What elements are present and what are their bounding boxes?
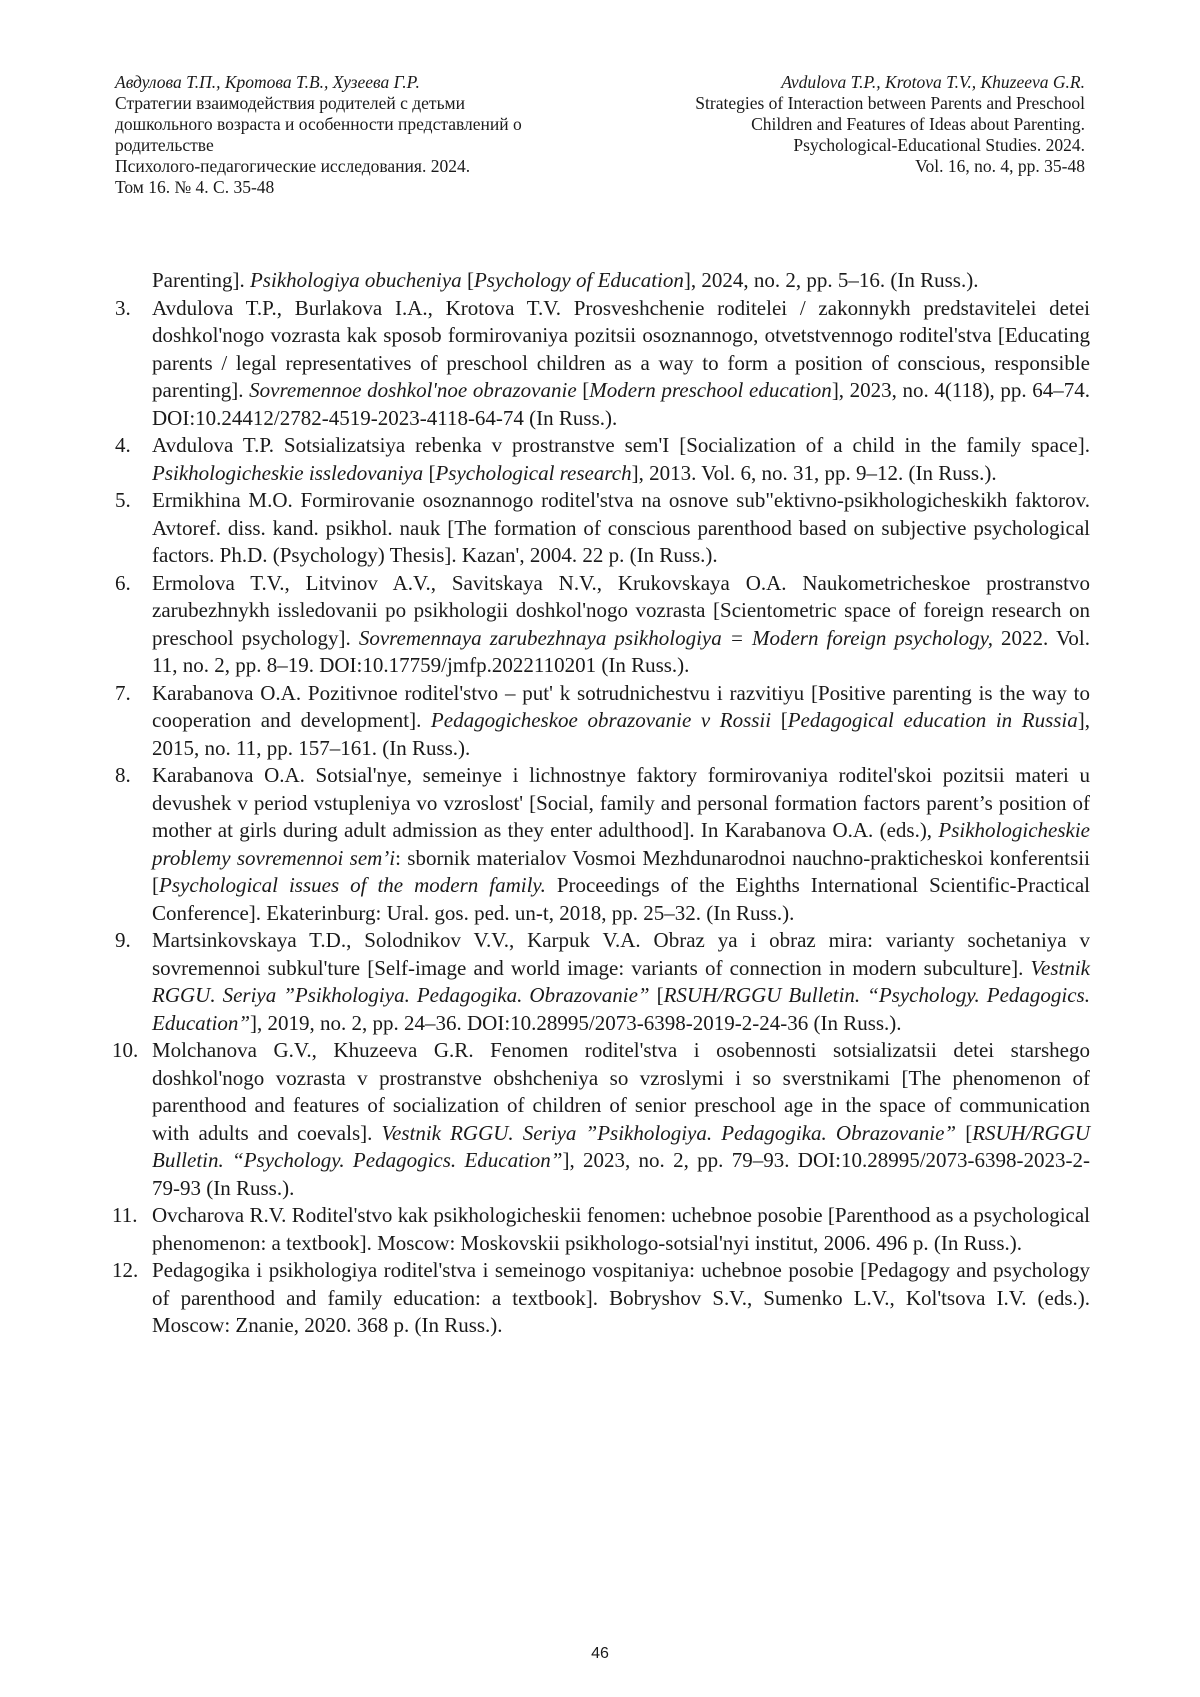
- reference-italic-segment: Sovremennoe doshkol'noe obrazovanie: [249, 378, 577, 402]
- header-authors-ru: Авдулова Т.П., Кротова Т.В., Хузеева Г.Р.: [115, 72, 420, 92]
- reference-number: 4.: [115, 433, 131, 457]
- reference-segment: Avdulova T.P. Sotsializatsiya rebenka v prostranstve sem'I [Socialization of a child in the family space].: [152, 433, 1090, 457]
- reference-item: [115, 432, 1090, 487]
- reference-text: [152, 296, 1090, 430]
- reference-segment: ], 2023, no. 2, pp. 79–93. DOI:10.28995/2073-6398-2023-2-79-93 (In Russ.).: [152, 1148, 1090, 1200]
- reference-item: [115, 487, 1090, 570]
- reference-italic-segment: Psikhologicheskie problemy sovremennoi sem’i: [152, 818, 1090, 870]
- reference-item: [115, 762, 1090, 927]
- reference-segment: ], 2023, no. 4(118), pp. 64–74. DOI:10.24412/2782-4519-2023-4118-64-74 (In Russ.).: [152, 378, 1091, 430]
- reference-number: 9.: [115, 928, 131, 952]
- reference-segment: [: [461, 268, 474, 292]
- header-volume-ru: Том 16. № 4. С. 35-48: [115, 177, 275, 197]
- reference-text: [152, 763, 1090, 925]
- header-authors-en: Avdulova T.P., Krotova T.V., Khuzeeva G.R.: [781, 72, 1085, 92]
- reference-number: 3.: [115, 295, 131, 320]
- header-volume-en: Vol. 16, no. 4, pp. 35-48: [915, 156, 1085, 176]
- reference-italic-segment: Vestnik RGGU. Seriya ”Psikhologiya. Pedagogika. Obrazovanie”: [152, 955, 1090, 1007]
- reference-item: [112, 1037, 1091, 1202]
- reference-segment: ], 2015, no. 11, pp. 157–161. (In Russ.).: [152, 708, 1091, 760]
- header-title-ru-line-3: родительстве: [115, 135, 214, 155]
- reference-text: [152, 268, 978, 292]
- reference-text: [152, 488, 1090, 567]
- reference-text: [152, 681, 1090, 760]
- reference-segment: Karabanova O.A. Pozitivnoe roditel'stvo – put' k sotrudnichestvu i razvitiyu [Positive parenting is the way to cooperation and development].: [152, 680, 1090, 732]
- reference-segment: Ermolova T.V., Litvinov A.V., Savitskaya N.V., Krukovskaya O.A. Naukometricheskoe prostranstvo zarubezhnykh issledovanii po psikhologii doshkol'nogo vozrasta [Scientometric space of foreign research on preschool psychology].: [152, 570, 1090, 650]
- reference-segment: [: [771, 708, 788, 732]
- reference-segment: Martsinkovskaya T.D., Solodnikov V.V., Karpuk V.A. Obraz ya i obraz mira: varianty sochetaniya v sovremennoi subkul'ture [Self-image and world image: variants of connection in modern subculture].: [152, 928, 1090, 980]
- reference-italic-segment: Vestnik RGGU. Seriya ”Psikhologiya. Pedagogika. Obrazovanie”: [381, 1120, 957, 1145]
- reference-text: [152, 1258, 1090, 1337]
- reference-number: 11.: [112, 1203, 138, 1227]
- reference-item: [115, 927, 1090, 1037]
- header-russian: [115, 72, 595, 198]
- header-title-en-line-2: Children and Features of Ideas about Parenting.: [751, 114, 1085, 134]
- reference-italic-segment: RSUH/RGGU Bulletin. “Psychology. Pedagogics. Education”: [152, 1120, 1091, 1172]
- header-title-en-line-1: Strategies of Interaction between Parents and Preschool: [695, 93, 1085, 113]
- reference-italic-segment: Psikhologicheskie issledovaniya: [152, 460, 424, 485]
- header-journal-en: Psychological-Educational Studies. 2024.: [793, 135, 1085, 155]
- page-number: 46: [591, 1645, 609, 1662]
- running-header: [115, 72, 1085, 222]
- reference-number: 8.: [115, 763, 131, 787]
- reference-italic-segment: Pedagogicheskoe obrazovanie v Rossii: [430, 708, 772, 732]
- header-title-ru-line-2: дошкольного возраста и особенности представлений о: [115, 114, 522, 134]
- reference-segment: 2022. Vol. 11, no. 2, pp. 8–19. DOI:10.17759/jmfp.2022110201 (In Russ.).: [152, 625, 1091, 677]
- reference-item: [115, 570, 1090, 680]
- reference-number: 7.: [115, 680, 131, 705]
- reference-italic-segment: Pedagogical education in Russia: [787, 708, 1078, 732]
- reference-italic-segment: Psychology of Education: [473, 268, 684, 292]
- reference-number: 10.: [112, 1038, 139, 1062]
- reference-segment: [: [956, 1120, 973, 1145]
- reference-text: [152, 1203, 1090, 1255]
- header-title-ru-line-1: Стратегии взаимодействия родителей с детьми: [115, 93, 465, 113]
- reference-item: [115, 295, 1090, 433]
- reference-segment: Ovcharova R.V. Roditel'stvo kak psikhologicheskii fenomen: uchebnoe posobie [Parenthood as a psychological phenomenon: a textbook]. Moscow: Moskovskii psikhologo-sotsial'nyi institut, 2006. 496 p. (In Russ.).: [152, 1203, 1090, 1255]
- reference-segment: Molchanova G.V., Khuzeeva G.R. Fenomen roditel'stva i osobennosti sotsializatsii detei starshego doshkol'nogo vozrasta v prostranstve obshcheniya so vzroslymi i so sverstnikami [The phenomenon of parenthood and features of socialization of children of senior preschool age in the space of communication with adults and coevals].: [152, 1038, 1090, 1145]
- reference-item: [112, 1202, 1090, 1257]
- reference-segment: Parenting].: [152, 268, 250, 292]
- reference-text: [152, 433, 1090, 485]
- reference-italic-segment: RSUH/RGGU Bulletin. “Psychology. Pedagogics. Education”: [152, 983, 1090, 1035]
- reference-segment: Pedagogika i psikhologiya roditel'stva i semeinogo vospitaniya: uchebnoe posobie [Pedagogy and psychology of parenthood and family education: a textbook]. Bobryshov S.V., Sumenko L.V., Kol'tsova I.V. (eds.). Moscow: Znanie, 2020. 368 p. (In Russ.).: [152, 1258, 1090, 1337]
- header-journal-ru: Психолого-педагогические исследования. 2024.: [115, 156, 471, 176]
- reference-number: 6.: [115, 570, 131, 595]
- reference-segment: [: [576, 378, 590, 402]
- reference-italic-segment: Psikhologiya obucheniya: [249, 268, 462, 292]
- header-english: [605, 72, 1085, 177]
- reference-item: [112, 1257, 1090, 1340]
- reference-number: 12.: [112, 1258, 139, 1282]
- reference-text: [152, 928, 1090, 1035]
- reference-segment: ], 2024, no. 2, pp. 5–16. (In Russ.).: [683, 268, 979, 292]
- reference-segment: [: [649, 983, 664, 1007]
- reference-segment: ], 2013. Vol. 6, no. 31, pp. 9–12. (In Russ.).: [631, 460, 997, 485]
- reference-list: [112, 267, 1091, 1340]
- reference-segment: Avdulova T.P., Burlakova I.A., Krotova T.V. Prosveshchenie roditelei / zakonnykh predstavitelei detei doshkol'nogo vozrasta kak sposob formirovaniya pozitsii osoznannogo, otvetstvennogo roditel'stva [Educating parents / legal representatives of preschool children as a way to form a position of conscious, responsible parenting].: [152, 295, 1090, 402]
- reference-italic-segment: Sovremennaya zarubezhnaya psikhologiya = Modern foreign psychology,: [358, 625, 993, 650]
- reference-text: [152, 571, 1090, 678]
- reference-italic-segment: Psychological research: [435, 460, 632, 485]
- reference-number: 5.: [115, 488, 131, 512]
- reference-segment: : sbornik materialov Vosmoi Mezhdunarodnoi nauchno-prakticheskoi konferentsii [: [152, 845, 1090, 897]
- reference-segment: Proceedings of the Eighths International Scientific-Practical Conference]. Ekaterinburg: Ural. gos. ped. un-t, 2018, pp. 25–32. (In Russ.).: [152, 873, 1091, 925]
- reference-segment: [: [423, 460, 436, 485]
- reference-segment: Karabanova O.A. Sotsial'nye, semeinye i lichnostnye faktory formirovaniya roditel'skoi pozitsii materi u devushek v period vstupleniya vo vzroslost' [Social, family and personal formation factors parent’s position of mother at girls during adult admission as they enter adulthood]. In Karabanova O.A. (eds.),: [152, 763, 1090, 842]
- reference-item: [115, 680, 1090, 763]
- reference-segment: ], 2019, no. 2, pp. 24–36. DOI:10.28995/2073-6398-2019-2-24-36 (In Russ.).: [250, 1010, 902, 1035]
- reference-italic-segment: Psychological issues of the modern family.: [159, 873, 546, 897]
- reference-segment: Ermikhina M.O. Formirovanie osoznannogo roditel'stva na osnove sub"ektivno-psikhologicheskikh faktorov. Avtoref. diss. kand. psikhol. nauk [The formation of conscious parenthood based on subjective psychological factors. Ph.D. (Psychology) Thesis]. Kazan', 2004. 22 p. (In Russ.).: [152, 488, 1090, 567]
- reference-text: [152, 1038, 1090, 1200]
- reference-italic-segment: Modern preschool education: [589, 378, 832, 402]
- reference-item: [115, 267, 1090, 295]
